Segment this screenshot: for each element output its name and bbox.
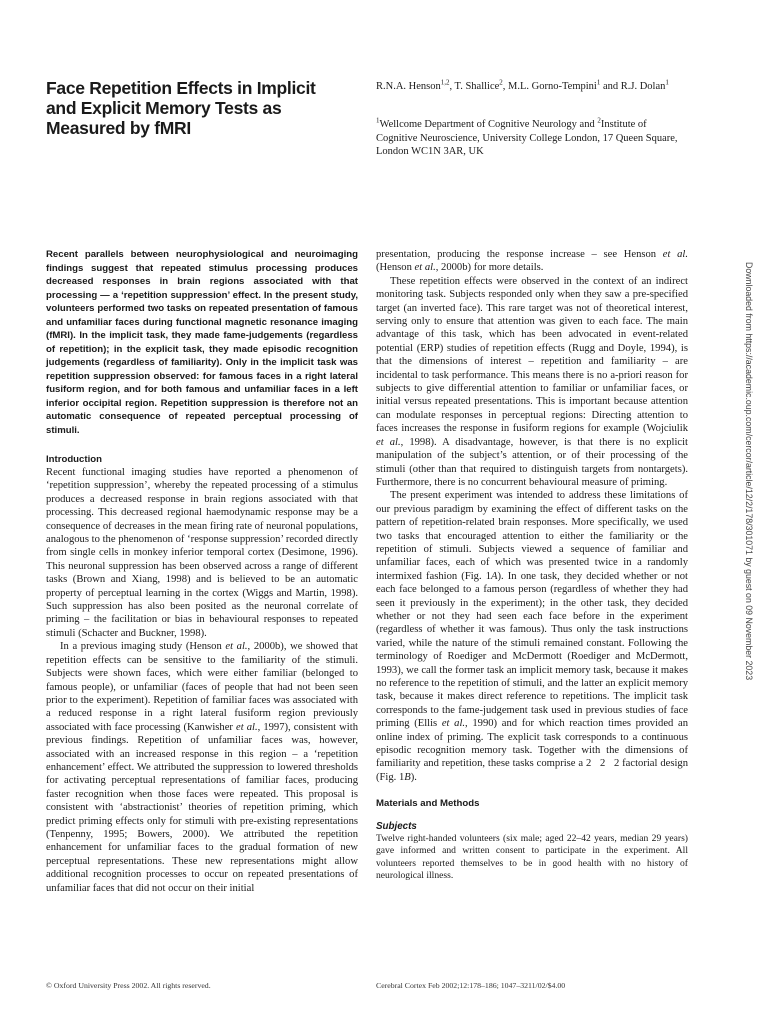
affiliation: $^1$Wellcome Department of Cognitive Neurology and $^2$Institute of Cognitive Neuroscience, University College London, 17 Queen Square, London WC1N 3AR, UK [376,116,678,157]
subjects-heading: Subjects [376,821,417,833]
body-paragraph-3: The present experiment was intended to address these limitations of our previous paradigm by examining the effect of different tasks on the pattern of repetition-related brain responses. More specifically, we used two tasks that encouraged attention to either the familiarity or the repetition of stimuli. Subjects viewed a sequence of familiar and unfamiliar faces, each of which was presented twice in a randomly intermixed fashion (Fig. 1A). In one task, they decided whether or not each face belonged to a famous person (regardless of whether they had seen it previously in the experiment); in the other task, they decided whether or not they had seen each face before in the experiment (regardless of whether it was famous). Thus only the task instructions varied, while the nature of the stimuli remained constant. Following the terminology of Roediger and McDermott (Roediger and McDermott, 1993), we call the former task an implicit memory task, because it makes no reference to the repetition of stimuli, and the latter an explicit memory task, because it makes direct reference to repetitions. The implicit task corresponds to the fame-judgement task used in previous studies of face priming (Ellis et al., 1990) and for which reaction times provided an online index of priming. The explicit task corresponds to a continuous episodic recognition memory task. Together with the dimensions of familiarity and repetition, these tasks comprise a 2 2 2 factorial design (Fig. 1B). [376,490,689,783]
download-watermark [740,262,756,762]
journal-citation-footer: Cerebral Cortex Feb 2002;12:178–186; 1047–3211/02/$4.00 [376,981,566,990]
methods-heading: Materials and Methods [376,798,480,810]
paper-title: Face Repetition Effects in Implicit and Explicit Memory Tests as Measured by fMRI [46,78,316,138]
intro-paragraph-1: Recent functional imaging studies have reported a phenomenon of ‘repetition suppression’, whereby the repeated processing of a stimulus produces a decreased response in brain regions associated with that processing. This decreased regional haemodynamic response may be a consequence of decreases in the mean firing rate of neuronal populations, analogous to the phenomenon of ‘response suppression’ recorded directly from single cells in monkey inferior temporal cortex (Desimone, 1996). This neuronal suppression has been observed across a range of different tasks (Brown and Xiang, 1998) and is believed to be an automatic property of perceptual learning in the cortex (Wiggs and Martin, 1998). Such suppression has also been posited as the neuronal correlate of priming – the facilitation or bias in behavioural responses to repeated stimuli (Schacter and Buckner, 1998). [46,467,358,639]
introduction-heading: Introduction [46,454,102,465]
body-paragraph-2: These repetition effects were observed in the context of an indirect monitoring task. Subjects responded only when they saw a pre-specified target (an inverted face). This rare target was not of theoretical interest, serving only to ensure that attention was given to each face. The main advantage of this task, which has been advocated in event-related potential (ERP) studies of repetition effects (Rugg and Doyle, 1994), is that the dimensions of interest – repetition and familiarity – are incidental to task performance. This means there is no a-priori reason for subjects to give differential attention to familiar or unfamiliar faces, or initial versus repeated presentations. This is important because attention can modulate responses in perceptual regions: Directing attention to faces increases the response in fusiform regions for example (Wojciulik et al., 1998). A disadvantage, however, is that there is no explicit manipulation of the subject’s attention, or of their processing of the stimuli (other than that required to distinguish targets from nontargets). Furthermore, there is no concurrent behavioural measure of priming. [376,275,688,488]
body-paragraph-1: presentation, producing the response increase – see Henson et al. (Henson et al., 2000b) for more details. [376,249,689,274]
download-watermark-text[interactable]: Downloaded from https://academic.oup.com/cercor/article/12/2/178/301071 by guest on 09 November 2023 [744,262,754,681]
copyright-footer: © Oxford University Press 2002. All rights reserved. [46,981,211,990]
left-column [46,453,358,895]
right-column [376,248,688,882]
intro-paragraph-2: In a previous imaging study (Henson et al., 2000b), we showed that repetition effects can be sensitive to the familiarity of the stimuli. Subjects were shown faces, which were either familiar (belonged to famous people), or unfamiliar (faces of people that had not been seen prior to the experiment). Repetition of familiar faces was associated with a reduced response in a right lateral fusiform region previously associated with face processing (Kanwisher et al., 1997), consistent with previous findings. Repetition of unfamiliar faces was, however, associated with an increased response in this region – a ‘repetition enhancement’ effect. We attributed the suppression to lowered thresholds for activating perceptual representations of familiar faces, producing faster recognition when those faces were repeated. This proposal is consistent with ‘abstractionist’ theories of repetition priming, which predict priming effects only for stimuli with pre-existing representations (Tenpenny, 1995; Bowers, 2000). We attributed the repetition enhancement for unfamiliar faces to the gradual formation of new perceptual representations. These new representations might allow additional recognition processes to occur on repeated presentations of unfamiliar faces that did not occur on their initial [46,641,358,894]
subjects-paragraph: Twelve right-handed volunteers (six male; aged 22–42 years, median 29 years) gave informed and written consent to participate in the experiment. All volunteers reported themselves to be in good health with no history of neurological illness. [376,833,688,881]
abstract: Recent parallels between neurophysiological and neuroimaging findings suggest that repeated stimulus processing produces decreased responses in brain regions associated with that processing — a ‘repetition suppression’ effect. In the present study, volunteers performed two tasks on repeated presentation of famous and unfamiliar faces during functional magnetic resonance imaging (fMRI). In the implicit task, they made fame-judgements (regardless of repetition); in the explicit task, they made episodic recognition judgements (regardless of familiarity). Only in the implicit task was repetition suppression observed: for famous faces in a right lateral fusiform region, and for both famous and unfamiliar faces in a left inferior occipital region. Repetition suppression is therefore not an automatic consequence of repeated perceptual processing of stimuli. [46,249,358,436]
author-list: R.N.A. Henson$^{1,2}$, T. Shallice$^2$, M.L. Gorno-Tempini$^1$ and R.J. Dolan$^1$ [376,78,669,92]
